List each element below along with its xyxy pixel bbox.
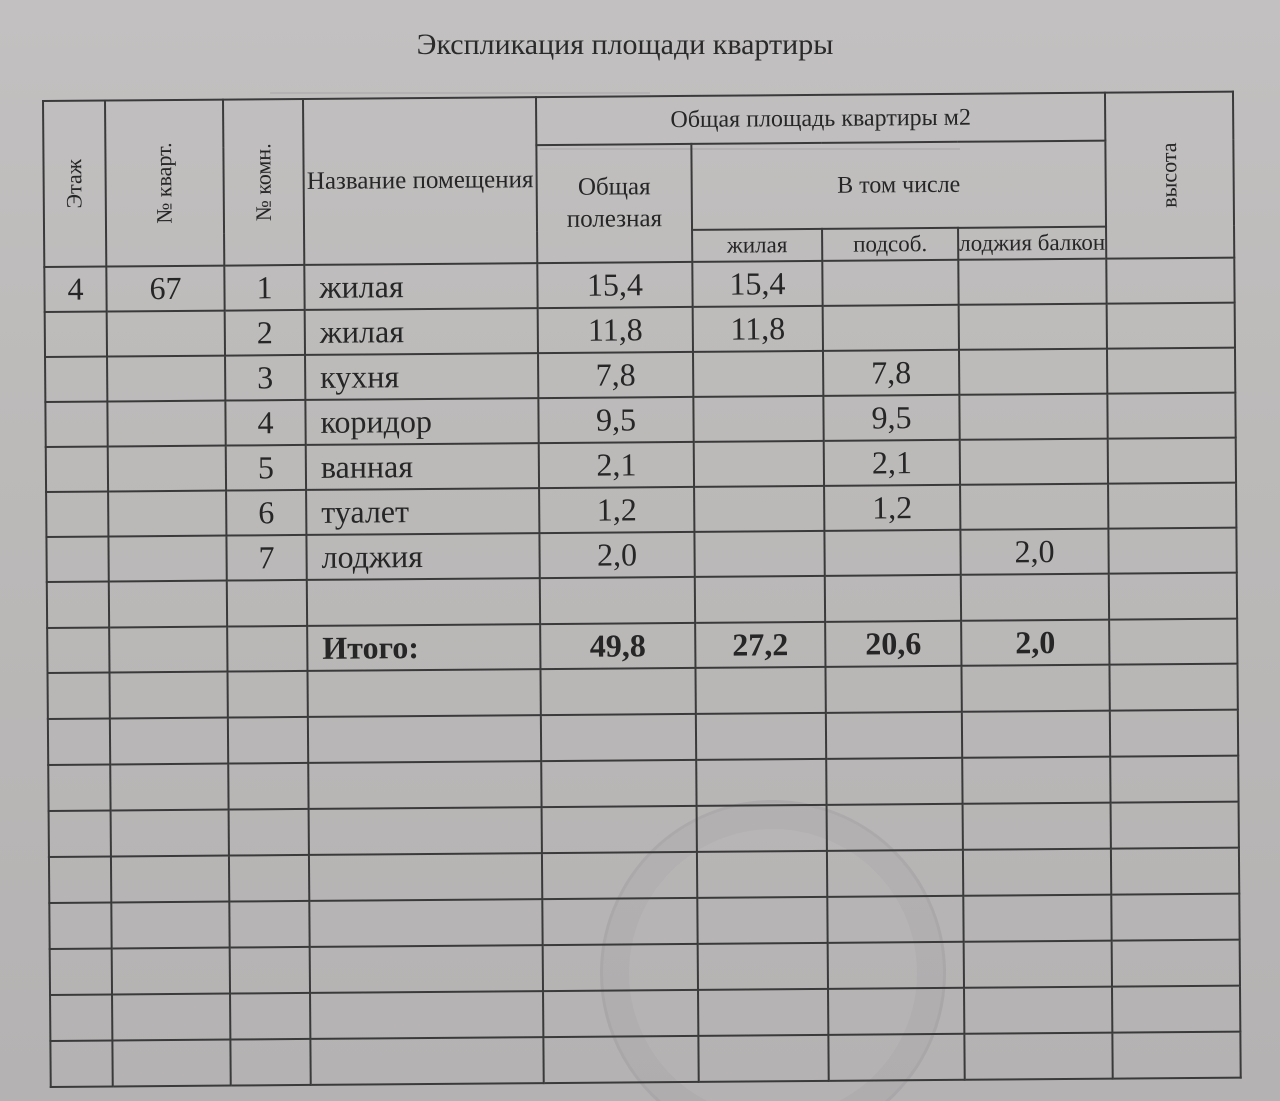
cell-floor [46,536,108,581]
cell-floor [46,446,108,491]
cell-room-name: жилая [304,263,537,310]
cell-height [1106,258,1234,304]
cell-loggia [958,259,1106,305]
cell-loggia: 2,0 [960,529,1108,575]
cell-floor [46,491,108,536]
cell-room-name: жилая [305,308,538,355]
header-total-useful: Общая полезная [536,144,692,263]
header-room-name: Название помещения [303,97,537,265]
cell-total-useful: 7,8 [538,352,693,398]
cell-room-name: кухня [305,353,538,400]
cell-auxiliary [824,530,960,576]
cell-living [694,531,824,577]
explication-sheet [42,91,1240,1088]
cell-living [694,486,824,532]
cell-loggia [959,349,1107,395]
cell-total-useful: 9,5 [538,397,693,443]
cell-total-useful: 11,8 [538,307,693,353]
cell-room-no: 7 [226,535,306,581]
cell-room-name: ванная [306,443,539,490]
cell-auxiliary: 7,8 [823,350,959,396]
header-total-area-group: Общая площадь квартиры м2 [536,93,1105,145]
totals-living: 27,2 [695,622,825,668]
cell-loggia [959,394,1107,440]
cell-total-useful: 2,1 [539,442,694,488]
cell-apartment [108,536,226,582]
cell-apartment [107,356,225,402]
cell-loggia [960,484,1108,530]
totals-loggia: 2,0 [961,620,1109,666]
cell-auxiliary [823,305,959,351]
cell-room-no: 3 [225,355,305,401]
cell-room-name: лоджия [306,533,539,580]
cell-height [1108,438,1236,484]
cell-apartment [108,446,226,492]
cell-auxiliary: 2,1 [824,440,960,486]
cell-auxiliary: 1,2 [824,485,960,531]
cell-floor: 4 [44,267,106,312]
cell-room-name: коридор [305,398,538,445]
cell-living [693,396,823,442]
cell-room-no: 2 [225,310,305,356]
cell-height [1107,303,1235,349]
cell-apartment: 67 [106,266,224,312]
cell-loggia [960,439,1108,485]
cell-living: 11,8 [693,306,823,352]
cell-height [1108,483,1236,529]
cell-living: 15,4 [692,261,822,307]
header-including: В том числе [691,141,1106,230]
cell-floor [45,311,107,356]
cell-apartment [107,311,225,357]
cell-auxiliary: 9,5 [823,395,959,441]
cell-total-useful: 15,4 [537,262,692,308]
cell-room-no: 1 [224,265,304,311]
cell-auxiliary [822,260,958,306]
cell-room-no: 6 [226,490,306,536]
totals-label: Итого: [307,624,540,671]
table-row-empty [50,1032,1240,1087]
area-explication-table [42,91,1242,1088]
cell-room-no: 4 [225,400,305,446]
header-height: высота [1105,92,1234,259]
header-room-no: № комн. [223,99,304,266]
cell-loggia [959,304,1107,350]
cell-height [1108,528,1236,574]
header-auxiliary: подсоб. [822,228,958,261]
cell-height [1107,393,1235,439]
header-floor: Этаж [43,101,106,267]
cell-room-name: туалет [306,488,539,535]
cell-total-useful: 1,2 [539,487,694,533]
cell-floor [45,356,107,401]
cell-apartment [107,401,225,447]
header-living: жилая [692,229,822,262]
cell-floor [45,401,107,446]
totals-auxiliary: 20,6 [825,621,961,667]
cell-apartment [108,491,226,537]
header-loggia-balcony: лоджия балкон [958,227,1106,260]
totals-total-useful: 49,8 [540,623,695,669]
cell-room-no: 5 [226,445,306,491]
header-apartment-no: № кварт. [105,100,224,267]
document-title: Экспликация площади квартиры [416,28,834,61]
faint-background-line [270,92,650,94]
cell-height [1107,348,1235,394]
cell-living [693,351,823,397]
cell-total-useful: 2,0 [539,532,694,578]
cell-living [694,441,824,487]
